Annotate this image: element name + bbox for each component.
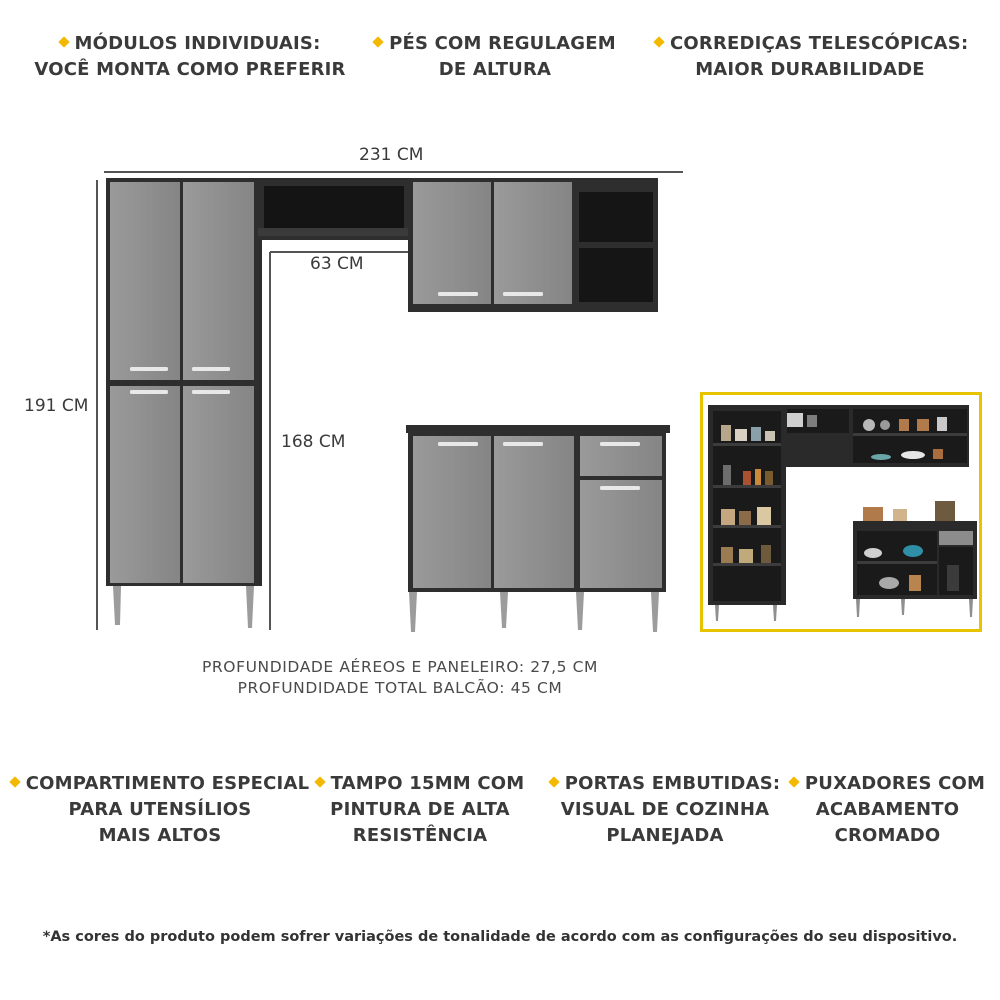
feature-adjustable-feet (370, 31, 620, 83)
feature-countertop-line-1: TAMPO 15MM COM (330, 773, 525, 794)
feature-built-in-doors (545, 771, 785, 849)
base-counter (406, 425, 670, 632)
wall-cabinet (408, 178, 576, 312)
feature-chrome-handles-line-1: PUXADORES COM (804, 773, 986, 794)
leg-icon (409, 592, 417, 632)
diamond-bullet-icon (9, 776, 20, 787)
pantry-door-top-right (183, 182, 254, 380)
wall-open-shelf (574, 178, 658, 312)
pantry-door-top-left (110, 182, 180, 380)
depth-counter: PROFUNDIDADE TOTAL BALCÃO: 45 CM (237, 679, 563, 697)
handle-icon (192, 367, 230, 371)
feature-tall-compartment-line-1: COMPARTIMENTO ESPECIAL (25, 773, 310, 794)
feature-slides (655, 31, 969, 83)
feature-modular (30, 31, 350, 83)
feature-built-in-doors-line-2: VISUAL DE COZINHA (560, 799, 770, 820)
handle-icon (438, 442, 478, 446)
handle-icon (503, 442, 543, 446)
feature-tall-compartment-line-2: PARA UTENSÍLIOS (68, 799, 252, 820)
kitchen-open-view-image (703, 395, 979, 629)
diamond-bullet-icon (314, 776, 325, 787)
diamond-bullet-icon (372, 36, 383, 47)
feature-modular-line-1: MÓDULOS INDIVIDUAIS: (74, 33, 321, 54)
handle-icon (192, 390, 230, 394)
feature-tall-compartment-line-3: MAIS ALTOS (98, 825, 222, 846)
feature-tall-compartment (10, 771, 310, 849)
handle-icon (130, 390, 168, 394)
feature-built-in-doors-line-1: PORTAS EMBUTIDAS: (564, 773, 781, 794)
diamond-bullet-icon (653, 36, 664, 47)
pantry-door-bottom-right (183, 386, 254, 583)
feature-modular-line-2: VOCÊ MONTA COMO PREFERIR (34, 59, 346, 80)
handle-icon (600, 486, 640, 490)
width-dimension-label: 231 CM (359, 145, 424, 165)
pantry-cabinet (106, 178, 262, 628)
feature-countertop (310, 771, 530, 849)
handle-icon (438, 292, 478, 296)
leg-icon (500, 592, 508, 628)
diamond-bullet-icon (58, 36, 69, 47)
leg-icon (113, 586, 121, 625)
diamond-bullet-icon (548, 776, 559, 787)
depth-info (200, 657, 600, 699)
color-disclaimer-footnote: *As cores do produto podem sofrer variações de tonalidade de acordo com as configurações do seu dispositivo. (42, 929, 958, 945)
product-photo-frame (700, 392, 982, 632)
leg-icon (246, 586, 254, 628)
feature-chrome-handles-line-3: CROMADO (834, 825, 941, 846)
feature-countertop-line-2: PINTURA DE ALTA (330, 799, 510, 820)
feature-countertop-line-3: RESISTÊNCIA (352, 825, 488, 846)
gap-dimension-label: 63 CM (310, 254, 364, 274)
handle-icon (503, 292, 543, 296)
handle-icon (600, 442, 640, 446)
feature-slides-line-2: MAIOR DURABILIDADE (695, 59, 925, 80)
feature-chrome-handles-line-2: ACABAMENTO (815, 799, 960, 820)
feature-built-in-doors-line-3: PLANEJADA (606, 825, 724, 846)
wall-open-niche (258, 178, 410, 240)
diamond-bullet-icon (788, 776, 799, 787)
leg-icon (651, 592, 659, 632)
countertop (406, 425, 670, 433)
feature-adjustable-feet-line-1: PÉS COM REGULAGEM (389, 33, 616, 54)
clearance-dimension-label: 168 CM (281, 432, 346, 452)
depth-upper-cabinets: PROFUNDIDADE AÉREOS E PANELEIRO: 27,5 CM (201, 658, 599, 676)
kitchen-technical-drawing (0, 160, 700, 640)
leg-icon (576, 592, 584, 630)
feature-adjustable-feet-line-2: DE ALTURA (438, 59, 552, 80)
pantry-door-bottom-left (110, 386, 180, 583)
feature-chrome-handles (785, 771, 990, 849)
height-dimension-label: 191 CM (24, 396, 89, 416)
feature-slides-line-1: CORREDIÇAS TELESCÓPICAS: (670, 33, 969, 54)
handle-icon (130, 367, 168, 371)
